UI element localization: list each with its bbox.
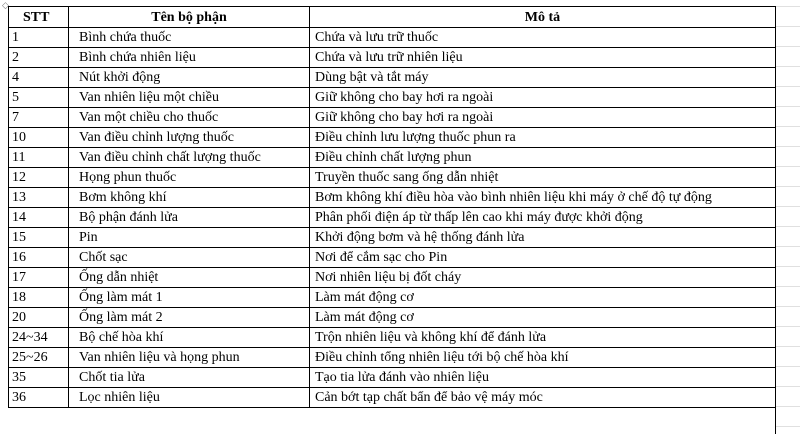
cell-part-name[interactable]: Bình chứa nhiên liệu bbox=[69, 48, 310, 68]
cell-description[interactable]: Nơi nhiên liệu bị đốt cháy bbox=[310, 268, 776, 288]
cell-part-name[interactable]: Họng phun thuốc bbox=[69, 168, 310, 188]
table-body bbox=[9, 28, 776, 408]
cell-stt[interactable]: 15 bbox=[9, 228, 69, 248]
cell-part-name[interactable]: Bộ phận đánh lửa bbox=[69, 208, 310, 228]
cell-part-name[interactable]: Bình chứa thuốc bbox=[69, 28, 310, 48]
cell-stt[interactable]: 17 bbox=[9, 268, 69, 288]
cell-stt[interactable]: 10 bbox=[9, 128, 69, 148]
cell-stt[interactable]: 11 bbox=[9, 148, 69, 168]
cell-stt[interactable]: 14 bbox=[9, 208, 69, 228]
header-row bbox=[9, 7, 776, 28]
cell-stt[interactable]: 2 bbox=[9, 48, 69, 68]
table-row bbox=[9, 248, 776, 268]
header-stt[interactable]: STT bbox=[9, 7, 69, 28]
cell-description[interactable]: Khởi động bơm và hệ thống đánh lửa bbox=[310, 228, 776, 248]
cell-stt[interactable]: 4 bbox=[9, 68, 69, 88]
cell-part-name[interactable]: Pin bbox=[69, 228, 310, 248]
cell-stt[interactable]: 7 bbox=[9, 108, 69, 128]
cell-part-name[interactable]: Chốt tia lửa bbox=[69, 368, 310, 388]
header-part-name[interactable]: Tên bộ phận bbox=[69, 7, 310, 28]
cell-part-name[interactable]: Lọc nhiên liệu bbox=[69, 388, 310, 408]
cell-part-name[interactable]: Chốt sạc bbox=[69, 248, 310, 268]
table-row bbox=[9, 348, 776, 368]
cell-description[interactable]: Làm mát động cơ bbox=[310, 288, 776, 308]
cell-description[interactable]: Làm mát động cơ bbox=[310, 308, 776, 328]
table-row bbox=[9, 68, 776, 88]
select-all-corner-icon[interactable]: ◇ bbox=[2, 0, 9, 10]
empty-cells-area[interactable] bbox=[775, 6, 800, 434]
cell-description[interactable]: Truyền thuốc sang ống dẫn nhiệt bbox=[310, 168, 776, 188]
cell-stt[interactable]: 1 bbox=[9, 28, 69, 48]
cell-part-name[interactable]: Bộ chế hòa khí bbox=[69, 328, 310, 348]
cell-description[interactable]: Điều chỉnh tổng nhiên liệu tới bộ chế hòa khí bbox=[310, 348, 776, 368]
table-row bbox=[9, 328, 776, 348]
table-row bbox=[9, 108, 776, 128]
cell-stt[interactable]: 13 bbox=[9, 188, 69, 208]
cell-part-name[interactable]: Van một chiều cho thuốc bbox=[69, 108, 310, 128]
cell-stt[interactable]: 20 bbox=[9, 308, 69, 328]
header-description[interactable]: Mô tả bbox=[310, 7, 776, 28]
table-row bbox=[9, 288, 776, 308]
cell-description[interactable]: Trộn nhiên liệu và không khí để đánh lửa bbox=[310, 328, 776, 348]
cell-stt[interactable]: 18 bbox=[9, 288, 69, 308]
cell-description[interactable]: Chứa và lưu trữ thuốc bbox=[310, 28, 776, 48]
cell-description[interactable]: Nơi để cắm sạc cho Pin bbox=[310, 248, 776, 268]
table-row bbox=[9, 208, 776, 228]
cell-part-name[interactable]: Ống làm mát 1 bbox=[69, 288, 310, 308]
cell-part-name[interactable]: Van nhiên liệu một chiều bbox=[69, 88, 310, 108]
table-row bbox=[9, 28, 776, 48]
table-row bbox=[9, 268, 776, 288]
cell-description[interactable]: Bơm không khí điều hòa vào bình nhiên liệu khi máy ở chế độ tự động bbox=[310, 188, 776, 208]
table-row bbox=[9, 388, 776, 408]
cell-description[interactable]: Giữ không cho bay hơi ra ngoài bbox=[310, 88, 776, 108]
cell-stt[interactable]: 36 bbox=[9, 388, 69, 408]
table-row bbox=[9, 188, 776, 208]
cell-stt[interactable]: 16 bbox=[9, 248, 69, 268]
cell-description[interactable]: Phân phối điện áp từ thấp lên cao khi máy được khởi động bbox=[310, 208, 776, 228]
cell-description[interactable]: Giữ không cho bay hơi ra ngoài bbox=[310, 108, 776, 128]
cell-stt[interactable]: 5 bbox=[9, 88, 69, 108]
cell-description[interactable]: Điều chỉnh lưu lượng thuốc phun ra bbox=[310, 128, 776, 148]
cell-part-name[interactable]: Ống làm mát 2 bbox=[69, 308, 310, 328]
cell-description[interactable]: Chứa và lưu trữ nhiên liệu bbox=[310, 48, 776, 68]
table-row bbox=[9, 48, 776, 68]
cell-part-name[interactable]: Van điều chỉnh lượng thuốc bbox=[69, 128, 310, 148]
table-row bbox=[9, 148, 776, 168]
cell-description[interactable]: Tạo tia lửa đánh vào nhiên liệu bbox=[310, 368, 776, 388]
cell-part-name[interactable]: Van điều chỉnh chất lượng thuốc bbox=[69, 148, 310, 168]
table-row bbox=[9, 368, 776, 388]
cell-description[interactable]: Điều chỉnh chất lượng phun bbox=[310, 148, 776, 168]
table-row bbox=[9, 228, 776, 248]
table-row bbox=[9, 128, 776, 148]
cell-part-name[interactable]: Ống dẫn nhiệt bbox=[69, 268, 310, 288]
cell-stt[interactable]: 25~26 bbox=[9, 348, 69, 368]
cell-stt[interactable]: 12 bbox=[9, 168, 69, 188]
cell-part-name[interactable]: Bơm không khí bbox=[69, 188, 310, 208]
cell-part-name[interactable]: Van nhiên liệu và họng phun bbox=[69, 348, 310, 368]
table-row bbox=[9, 168, 776, 188]
cell-description[interactable]: Cản bớt tạp chất bẩn để bảo vệ máy móc bbox=[310, 388, 776, 408]
parts-table bbox=[8, 6, 776, 408]
cell-part-name[interactable]: Nút khởi động bbox=[69, 68, 310, 88]
table-row bbox=[9, 308, 776, 328]
table-row bbox=[9, 88, 776, 108]
cell-stt[interactable]: 24~34 bbox=[9, 328, 69, 348]
cell-description[interactable]: Dùng bật và tắt máy bbox=[310, 68, 776, 88]
cell-stt[interactable]: 35 bbox=[9, 368, 69, 388]
